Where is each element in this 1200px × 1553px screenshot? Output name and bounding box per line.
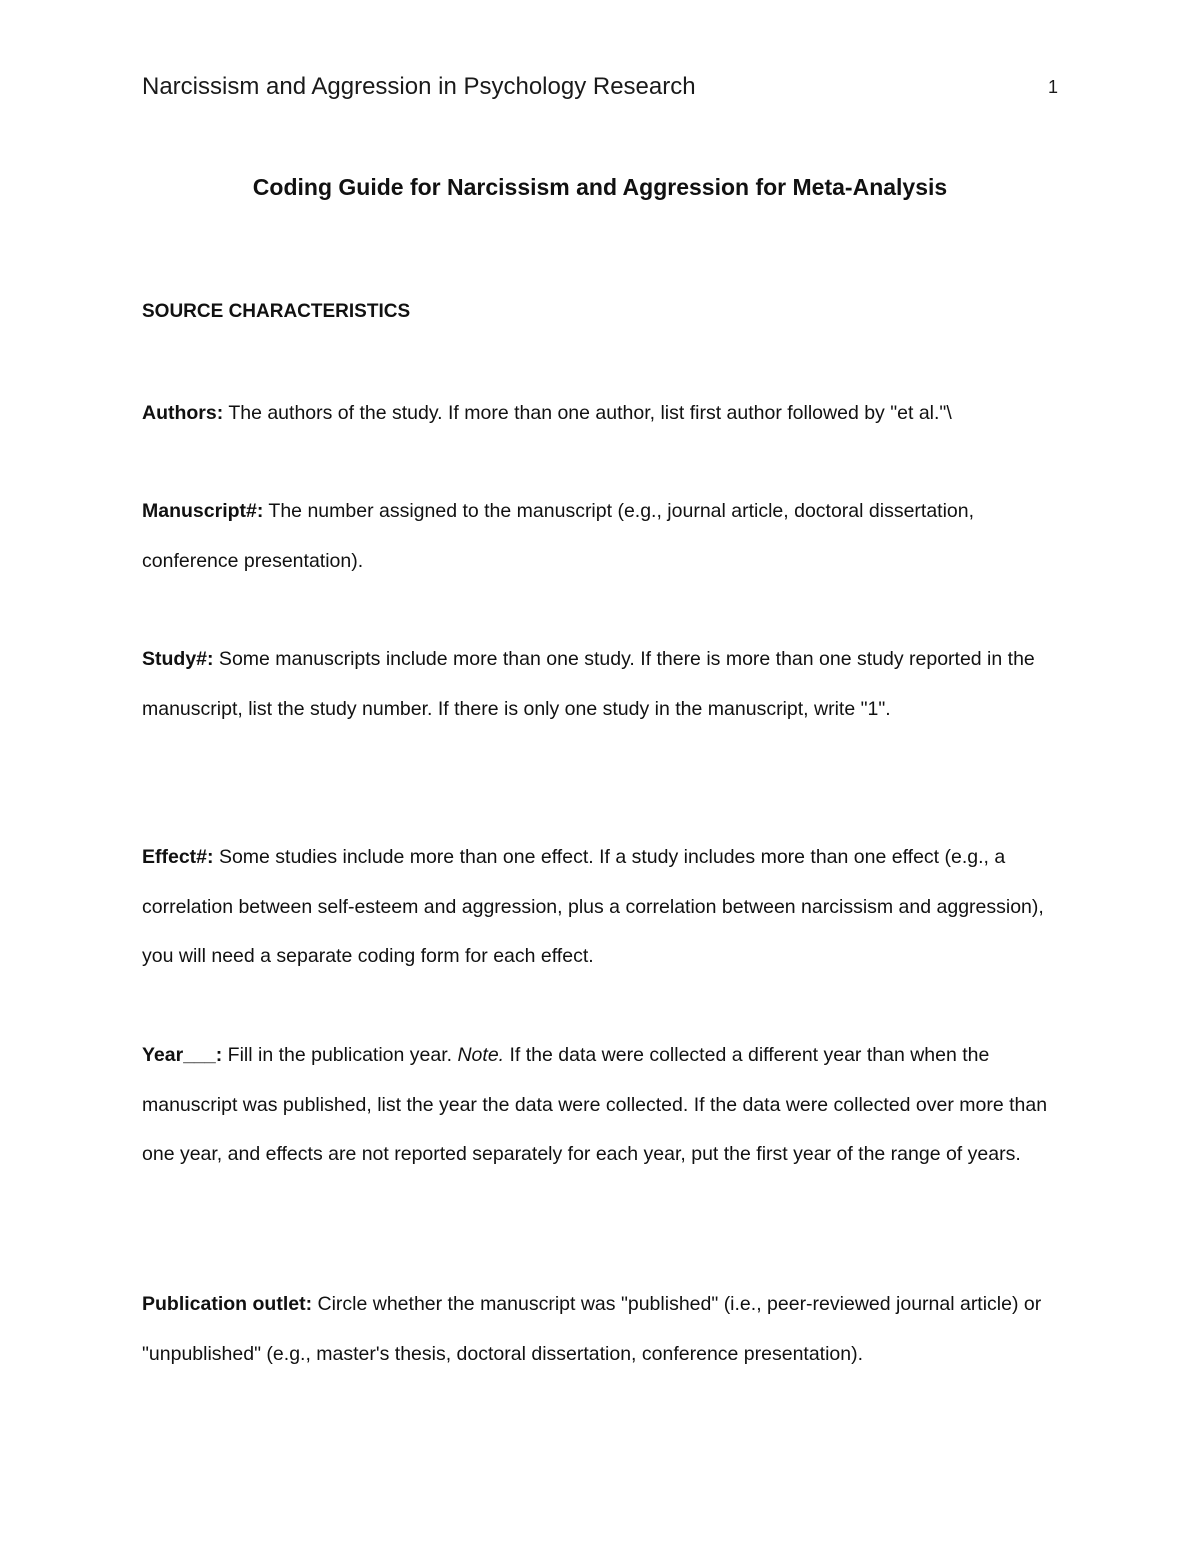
year-text-after-note: If the data were collected a different year than when the manuscript was published, list the year the data were collected. If the data were collected over more than one year, and effects are not reported separately for each year, put the first year of the range of years. bbox=[142, 1044, 1048, 1165]
authors-label: Authors: bbox=[142, 402, 224, 424]
page-number: 1 bbox=[1047, 77, 1058, 97]
year-note: Note. bbox=[457, 1044, 505, 1066]
authors-paragraph bbox=[142, 389, 1072, 439]
manuscript-paragraph bbox=[142, 487, 1072, 586]
manuscript-label: Manuscript#: bbox=[142, 500, 264, 522]
publication-outlet-label: Publication outlet: bbox=[142, 1293, 313, 1315]
year-paragraph bbox=[142, 1031, 1072, 1180]
publication-outlet-paragraph bbox=[142, 1280, 1072, 1379]
year-text-before-note: Fill in the publication year. bbox=[222, 1044, 458, 1066]
study-text: Some manuscripts include more than one study. If there is more than one study reported in the manuscript, list the study number. If there is only one study in the manuscript, write "1". bbox=[142, 648, 1035, 720]
effect-text: Some studies include more than one effect. If a study includes more than one effect (e.g., a correlation between self-esteem and aggression, plus a correlation between narcissism and aggression), you will need a separate coding form for each effect. bbox=[142, 846, 1044, 967]
section-heading: SOURCE CHARACTERISTICS bbox=[142, 301, 411, 322]
study-label: Study#: bbox=[142, 648, 214, 670]
study-paragraph bbox=[142, 635, 1072, 734]
authors-text: The authors of the study. If more than one author, list first author followed by "et al."\ bbox=[223, 402, 952, 424]
running-head: Narcissism and Aggression in Psychology Research bbox=[142, 73, 696, 100]
effect-paragraph bbox=[142, 833, 1072, 982]
year-label: Year___: bbox=[142, 1044, 223, 1066]
manuscript-text: The number assigned to the manuscript (e.g., journal article, doctoral dissertation, conference presentation). bbox=[142, 500, 975, 572]
effect-label: Effect#: bbox=[142, 846, 214, 868]
document-title: Coding Guide for Narcissism and Aggression for Meta-Analysis bbox=[252, 174, 948, 200]
publication-outlet-text: Circle whether the manuscript was "published" (i.e., peer-reviewed journal article) or "unpublished" (e.g., master's thesis, doctoral dissertation, conference presentation). bbox=[142, 1293, 1042, 1365]
